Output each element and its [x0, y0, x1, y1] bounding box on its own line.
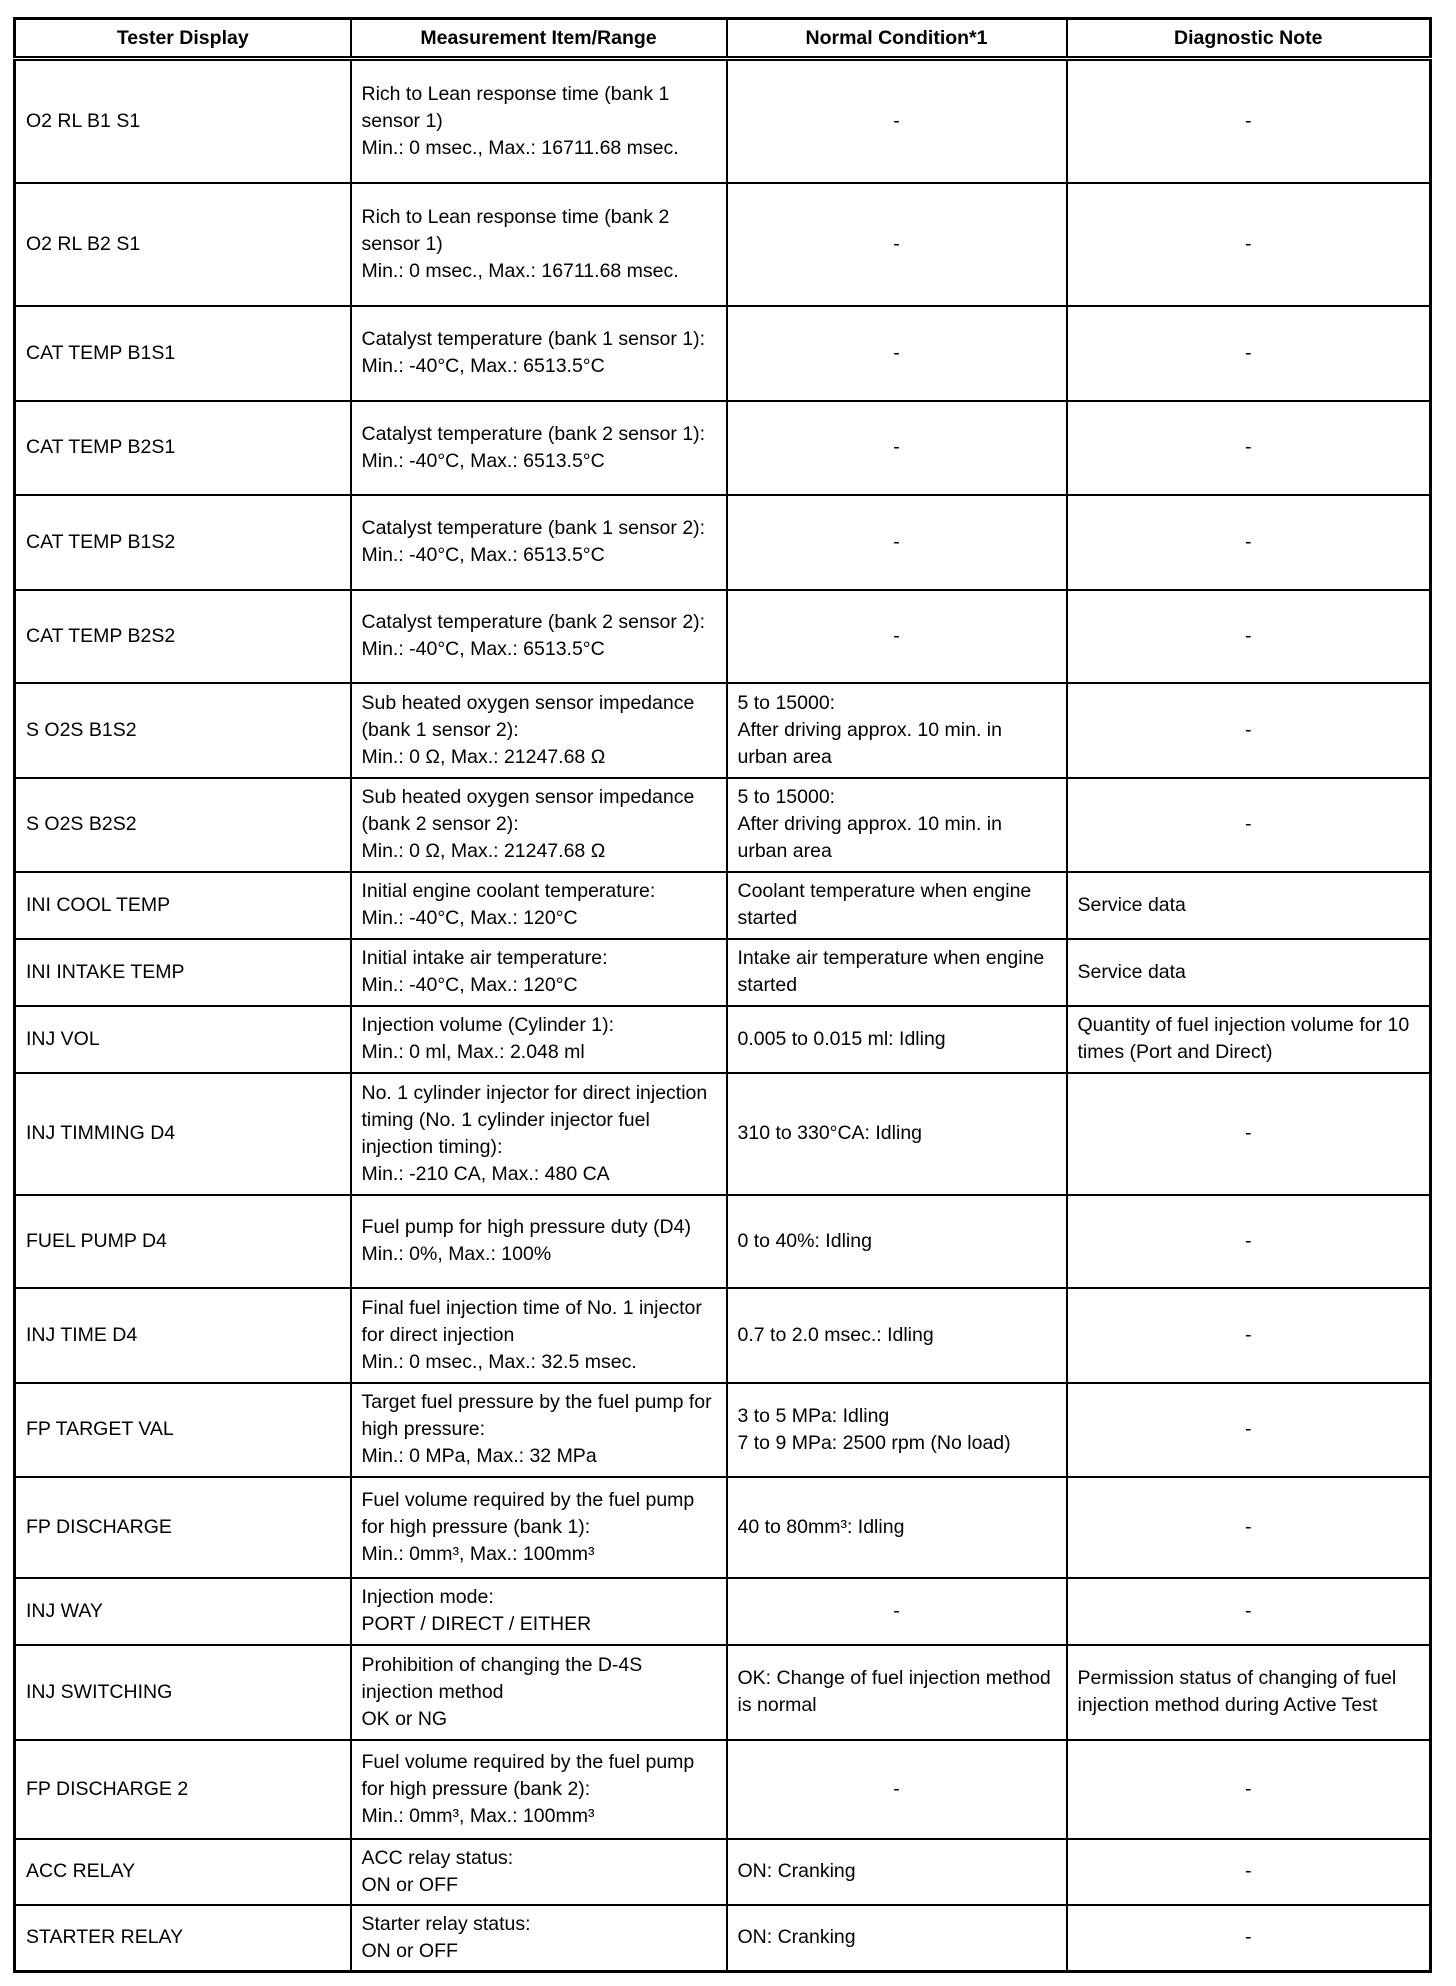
- normal-condition-cell: -: [727, 401, 1067, 495]
- tester-display-cell: S O2S B1S2: [15, 683, 351, 778]
- measurement-line: Catalyst temperature (bank 1 sensor 1):: [361, 328, 706, 350]
- measurement-line: ON or OFF: [361, 1939, 458, 1962]
- normal-condition-cell: 310 to 330°CA: Idling: [727, 1073, 1067, 1195]
- normal-condition-cell: 5 to 15000: After driving approx. 10 min. in urban area: [727, 778, 1067, 872]
- tester-display-cell: ACC RELAY: [15, 1839, 351, 1905]
- tester-display-cell: INI COOL TEMP: [15, 872, 351, 939]
- header-measurement-item: Measurement Item/Range: [351, 19, 727, 59]
- normal-condition-cell: -: [727, 590, 1067, 683]
- diagnostic-note-cell: Service data: [1067, 872, 1431, 939]
- measurement-line: Catalyst temperature (bank 1 sensor 2):: [361, 517, 706, 539]
- tester-display-cell: FP DISCHARGE 2: [15, 1740, 351, 1839]
- tester-display-cell: STARTER RELAY: [15, 1905, 351, 1972]
- tester-display-cell: O2 RL B2 S1: [15, 183, 351, 306]
- normal-condition-cell: -: [727, 1740, 1067, 1839]
- tester-display-cell: CAT TEMP B2S1: [15, 401, 351, 495]
- diagnostic-note-cell: -: [1067, 1740, 1431, 1839]
- normal-condition-cell: 0.005 to 0.015 ml: Idling: [727, 1006, 1067, 1073]
- table-row: [15, 401, 1431, 495]
- measurement-item-cell: [351, 1383, 727, 1477]
- measurement-item-cell: [351, 1195, 727, 1288]
- measurement-line: Min.: 0 Ω, Max.: 21247.68 Ω: [361, 840, 606, 862]
- measurement-item-cell: [351, 1006, 727, 1073]
- measurement-line: Min.: -210 CA, Max.: 480 CA: [361, 1162, 610, 1185]
- measurement-item-cell: [351, 306, 727, 401]
- normal-condition-cell: -: [727, 1578, 1067, 1645]
- diagnostic-note-cell: -: [1067, 183, 1431, 306]
- measurement-item-cell: [351, 939, 727, 1006]
- normal-condition-cell: -: [727, 59, 1067, 183]
- tester-display-cell: CAT TEMP B1S2: [15, 495, 351, 590]
- measurement-line: Fuel volume required by the fuel pump for high pressure (bank 1):: [361, 1488, 695, 1538]
- header-normal-condition: Normal Condition*1: [727, 19, 1067, 59]
- measurement-line: Min.: 0mm³, Max.: 100mm³: [361, 1804, 595, 1827]
- diagnostic-note-cell: -: [1067, 683, 1431, 778]
- measurement-line: Min.: -40°C, Max.: 120°C: [361, 974, 578, 996]
- table-row: [15, 590, 1431, 683]
- measurement-item-cell: [351, 1073, 727, 1195]
- measurement-item-cell: [351, 778, 727, 872]
- measurement-item-cell: [351, 59, 727, 183]
- measurement-line: Min.: 0 ml, Max.: 2.048 ml: [361, 1041, 585, 1063]
- tester-display-cell: FP TARGET VAL: [15, 1383, 351, 1477]
- table-row: [15, 683, 1431, 778]
- table-row: [15, 495, 1431, 590]
- table-row: [15, 1195, 1431, 1288]
- measurement-item-cell: [351, 401, 727, 495]
- measurement-item-cell: [351, 1477, 727, 1578]
- measurement-line: Sub heated oxygen sensor impedance (bank 1 sensor 2):: [361, 691, 695, 741]
- normal-condition-cell: OK: Change of fuel injection method is normal: [727, 1645, 1067, 1740]
- table-row: [15, 306, 1431, 401]
- measurement-line: Target fuel pressure by the fuel pump for high pressure:: [361, 1391, 712, 1440]
- measurement-item-cell: [351, 1839, 727, 1905]
- table-row: [15, 1645, 1431, 1740]
- measurement-item-cell: [351, 495, 727, 590]
- measurement-line: Rich to Lean response time (bank 2 sensor 1): [361, 205, 670, 255]
- tester-display-cell: CAT TEMP B2S2: [15, 590, 351, 683]
- tester-display-cell: INJ VOL: [15, 1006, 351, 1073]
- measurement-line: Prohibition of changing the D-4S injection method: [361, 1653, 643, 1703]
- normal-condition-cell: ON: Cranking: [727, 1905, 1067, 1972]
- diagnostic-note-cell: Permission status of changing of fuel injection method during Active Test: [1067, 1645, 1431, 1740]
- table-row: [15, 183, 1431, 306]
- measurement-line: Initial intake air temperature:: [361, 947, 608, 969]
- measurement-line: Starter relay status:: [361, 1912, 531, 1935]
- measurement-line: PORT / DIRECT / EITHER: [361, 1613, 592, 1635]
- measurement-line: Min.: 0 msec., Max.: 16711.68 msec.: [361, 136, 679, 159]
- diagnostic-note-cell: -: [1067, 401, 1431, 495]
- measurement-line: Final fuel injection time of No. 1 injector for direct injection: [361, 1296, 702, 1346]
- table-row: [15, 1006, 1431, 1073]
- diagnostic-note-cell: -: [1067, 1839, 1431, 1905]
- tester-display-cell: O2 RL B1 S1: [15, 59, 351, 183]
- normal-condition-cell: 0 to 40%: Idling: [727, 1195, 1067, 1288]
- diagnostic-note-cell: -: [1067, 1073, 1431, 1195]
- measurement-line: Min.: -40°C, Max.: 6513.5°C: [361, 449, 605, 472]
- header-tester-display: Tester Display: [15, 19, 351, 59]
- measurement-item-cell: [351, 183, 727, 306]
- table-row: [15, 1905, 1431, 1972]
- measurement-item-cell: [351, 1288, 727, 1383]
- tester-display-cell: FUEL PUMP D4: [15, 1195, 351, 1288]
- normal-condition-cell: Intake air temperature when engine started: [727, 939, 1067, 1006]
- measurement-line: Initial engine coolant temperature:: [361, 880, 656, 902]
- tester-display-cell: INJ TIMMING D4: [15, 1073, 351, 1195]
- header-row: [15, 19, 1431, 59]
- measurement-line: ON or OFF: [361, 1873, 458, 1896]
- table-row: [15, 1383, 1431, 1477]
- tester-display-cell: CAT TEMP B1S1: [15, 306, 351, 401]
- normal-condition-cell: -: [727, 306, 1067, 401]
- measurement-line: Min.: -40°C, Max.: 120°C: [361, 907, 578, 929]
- data-list-table: [13, 17, 1432, 1973]
- measurement-line: Injection volume (Cylinder 1):: [361, 1014, 615, 1036]
- diagnostic-note-cell: -: [1067, 590, 1431, 683]
- table-row: [15, 872, 1431, 939]
- measurement-item-cell: [351, 1645, 727, 1740]
- measurement-item-cell: [351, 590, 727, 683]
- diagnostic-note-cell: -: [1067, 1288, 1431, 1383]
- measurement-line: OK or NG: [361, 1707, 448, 1730]
- measurement-item-cell: [351, 1905, 727, 1972]
- diagnostic-note-cell: -: [1067, 1905, 1431, 1972]
- table-row: [15, 1578, 1431, 1645]
- table-row: [15, 59, 1431, 183]
- measurement-item-cell: [351, 872, 727, 939]
- measurement-line: Min.: 0mm³, Max.: 100mm³: [361, 1542, 595, 1565]
- table-row: [15, 1477, 1431, 1578]
- diagnostic-note-cell: -: [1067, 778, 1431, 872]
- diagnostic-note-cell: Service data: [1067, 939, 1431, 1006]
- diagnostic-note-cell: Quantity of fuel injection volume for 10 times (Port and Direct): [1067, 1006, 1431, 1073]
- measurement-line: Min.: 0%, Max.: 100%: [361, 1243, 552, 1265]
- measurement-line: Injection mode:: [361, 1586, 494, 1608]
- measurement-line: Rich to Lean response time (bank 1 sensor 1): [361, 82, 670, 132]
- normal-condition-cell: ON: Cranking: [727, 1839, 1067, 1905]
- normal-condition-cell: 0.7 to 2.0 msec.: Idling: [727, 1288, 1067, 1383]
- table-row: [15, 939, 1431, 1006]
- measurement-line: Catalyst temperature (bank 2 sensor 2):: [361, 611, 706, 633]
- measurement-line: No. 1 cylinder injector for direct injection timing (No. 1 cylinder injector fuel injection timing):: [361, 1081, 708, 1158]
- measurement-item-cell: [351, 1578, 727, 1645]
- normal-condition-cell: 5 to 15000: After driving approx. 10 min. in urban area: [727, 683, 1067, 778]
- normal-condition-cell: 3 to 5 MPa: Idling 7 to 9 MPa: 2500 rpm (No load): [727, 1383, 1067, 1477]
- measurement-item-cell: [351, 1740, 727, 1839]
- table-row: [15, 1839, 1431, 1905]
- measurement-line: ACC relay status:: [361, 1846, 514, 1869]
- normal-condition-cell: -: [727, 495, 1067, 590]
- measurement-line: Min.: 0 MPa, Max.: 32 MPa: [361, 1445, 597, 1467]
- measurement-line: Min.: 0 Ω, Max.: 21247.68 Ω: [361, 745, 606, 768]
- diagnostic-note-cell: -: [1067, 1477, 1431, 1578]
- measurement-line: Min.: -40°C, Max.: 6513.5°C: [361, 544, 605, 566]
- normal-condition-cell: -: [727, 183, 1067, 306]
- normal-condition-cell: 40 to 80mm³: Idling: [727, 1477, 1067, 1578]
- diagnostic-note-cell: -: [1067, 1578, 1431, 1645]
- measurement-line: Fuel volume required by the fuel pump for high pressure (bank 2):: [361, 1750, 695, 1800]
- measurement-line: Catalyst temperature (bank 2 sensor 1):: [361, 422, 706, 445]
- tester-display-cell: FP DISCHARGE: [15, 1477, 351, 1578]
- diagnostic-note-cell: -: [1067, 1195, 1431, 1288]
- measurement-line: Fuel pump for high pressure duty (D4): [361, 1216, 691, 1238]
- measurement-line: Min.: -40°C, Max.: 6513.5°C: [361, 638, 605, 660]
- table-row: [15, 1740, 1431, 1839]
- table-row: [15, 1073, 1431, 1195]
- tester-display-cell: INJ WAY: [15, 1578, 351, 1645]
- tester-display-cell: INJ TIME D4: [15, 1288, 351, 1383]
- tester-display-cell: S O2S B2S2: [15, 778, 351, 872]
- measurement-item-cell: [351, 683, 727, 778]
- normal-condition-cell: Coolant temperature when engine started: [727, 872, 1067, 939]
- diagnostic-note-cell: -: [1067, 306, 1431, 401]
- diagnostic-note-cell: -: [1067, 495, 1431, 590]
- header-diagnostic-note: Diagnostic Note: [1067, 19, 1431, 59]
- tester-display-cell: INJ SWITCHING: [15, 1645, 351, 1740]
- measurement-line: Min.: 0 msec., Max.: 16711.68 msec.: [361, 259, 679, 282]
- diagnostic-note-cell: -: [1067, 1383, 1431, 1477]
- tester-display-cell: INI INTAKE TEMP: [15, 939, 351, 1006]
- measurement-line: Min.: 0 msec., Max.: 32.5 msec.: [361, 1350, 637, 1373]
- measurement-line: Sub heated oxygen sensor impedance (bank 2 sensor 2):: [361, 786, 695, 835]
- table-row: [15, 1288, 1431, 1383]
- diagnostic-note-cell: -: [1067, 59, 1431, 183]
- table-row: [15, 778, 1431, 872]
- measurement-line: Min.: -40°C, Max.: 6513.5°C: [361, 355, 605, 377]
